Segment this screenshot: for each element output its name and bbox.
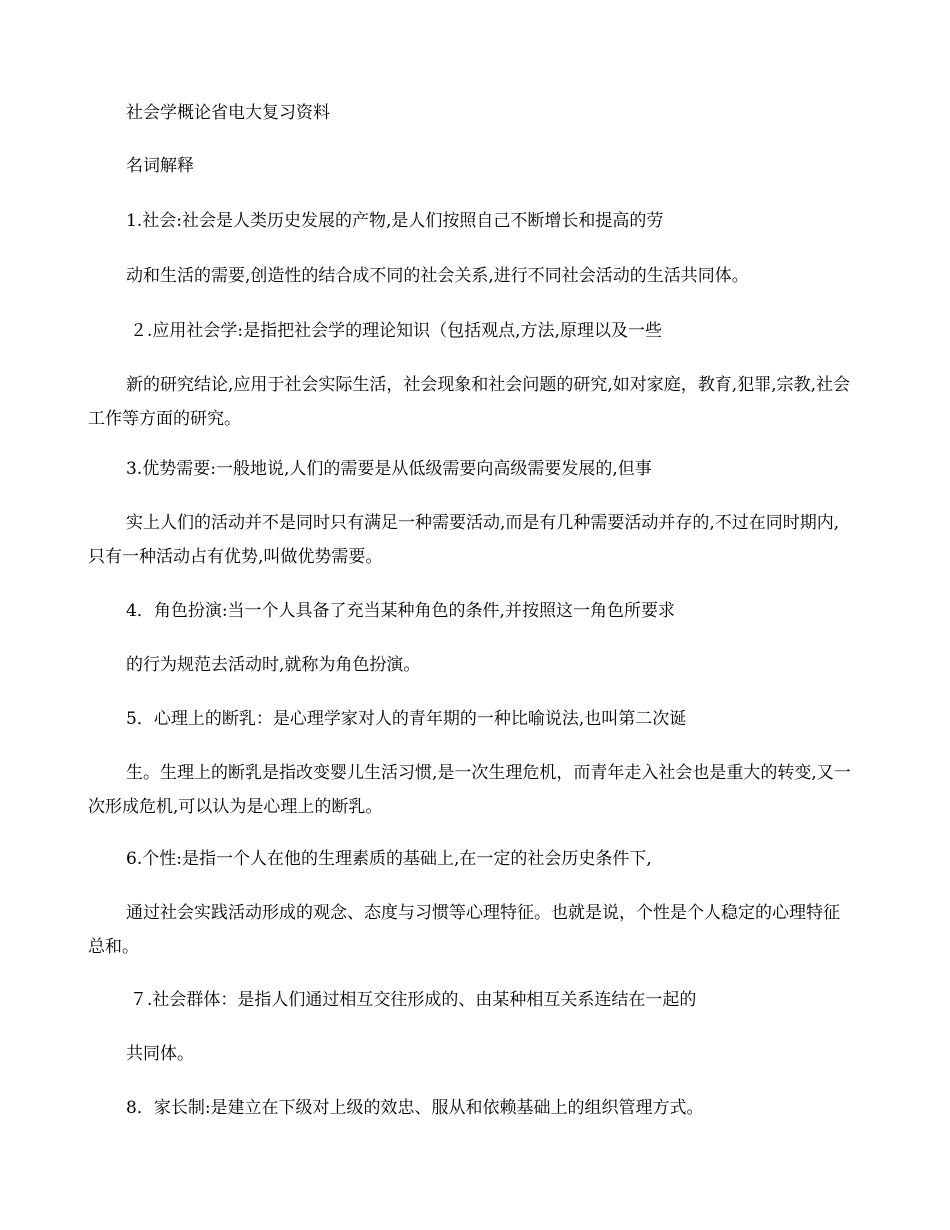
entry-2-continuation: 新的研究结论,应用于社会实际生活，社会现象和社会问题的研究,如对家庭，教育,犯罪,宗教,社会工作等方面的研究。 <box>88 375 851 429</box>
entry-4-first-line: 4．角色扮演:当一个人具备了充当某种角色的条件,并按照这一角色所要求 <box>126 601 675 621</box>
entry-5-first-line: 5．心理上的断乳：是心理学家对人的青年期的一种比喻说法,也叫第二次诞 <box>126 709 687 729</box>
entry-5-continuation: 生。生理上的断乳是指改变婴儿生活习惯,是一次生理危机，而青年走入社会也是重大的转变,又一次形成危机,可以认为是心理上的断乳。 <box>88 763 851 817</box>
entry-1-continuation: 动和生活的需要,创造性的结合成不同的社会关系,进行不同社会活动的生活共同体。 <box>126 266 749 286</box>
section-heading: 名词解释 <box>126 156 194 176</box>
entry-2-first-line: ２.应用社会学:是指把社会学的理论知识（包括观点,方法,原理以及一些 <box>130 321 662 341</box>
entry-3-continuation: 实上人们的活动并不是同时只有满足一种需要活动,而是有几种需要活动并存的,不过在同时期内,只有一种活动占有优势,叫做优势需要。 <box>88 513 840 567</box>
entry-8-first-line: 8．家长制:是建立在下级对上级的效忠、服从和依赖基础上的组织管理方式。 <box>126 1098 704 1118</box>
entry-7-first-line: ７.社会群体：是指人们通过相互交往形成的、由某种相互关系连结在一起的 <box>130 990 697 1010</box>
entry-3-first-line: 3.优势需要:一般地说,人们的需要是从低级需要向高级需要发展的,但事 <box>126 459 652 479</box>
entry-4-continuation: 的行为规范去活动时,就称为角色扮演。 <box>126 655 421 675</box>
document-title: 社会学概论省电大复习资料 <box>126 103 330 123</box>
entry-6-first-line: 6.个性:是指一个人在他的生理素质的基础上,在一定的社会历史条件下, <box>126 849 652 869</box>
entry-1-first-line: 1.社会:社会是人类历史发展的产物,是人们按照自己不断增长和提高的劳 <box>126 211 664 231</box>
entry-6-continuation: 通过社会实践活动形成的观念、态度与习惯等心理特征。也就是说，个性是个人稳定的心理特征总和。 <box>88 903 840 957</box>
entry-7-continuation: 共同体。 <box>126 1044 194 1064</box>
